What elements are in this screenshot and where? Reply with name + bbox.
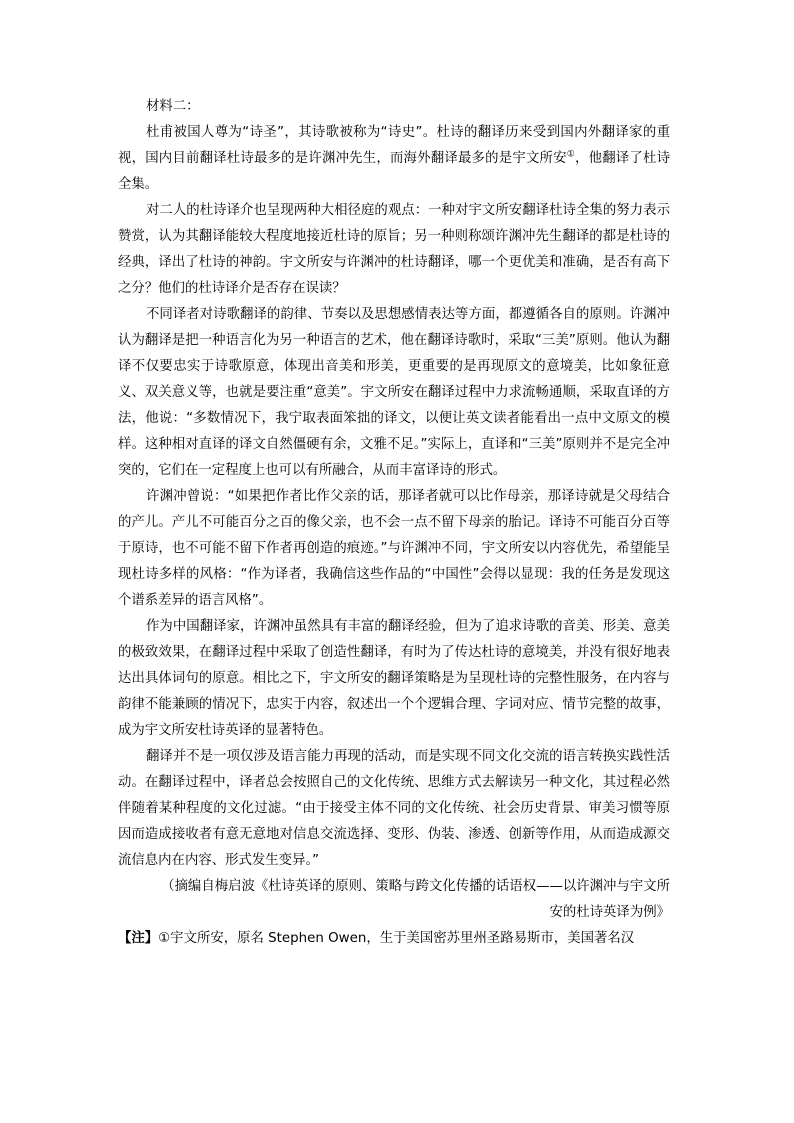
material-heading: 材料二： [146,99,200,114]
paragraph-5: 作为中国翻译家，许渊冲虽然具有丰富的翻译经验，但为了追求诗歌的音美、形美、意美的极致效果，在翻译过程中采取了创造性翻译，有时为了传达杜诗的意境美，并没有很好地表达出具体词句的原意。相比之下，宇文所安的翻译策略是为呈现杜诗的完整性服务，在内容与韵律不能兼顾的情况下，忠实于内容，叙述出一个个逻辑合理、字词对应、情节完整的故事，成为宇文所安杜诗英译的显著特色。 [118,619,670,738]
footnote [118,926,670,952]
paragraph-1: 杜甫被国人尊为“诗圣”，其诗歌被称为“诗史”。杜诗的翻译历来受到国内外翻译家的重视，国内目前翻译杜诗最多的是许渊冲先生，而海外翻译最多的是宇文所安①，他翻译了杜诗全集。 [118,125,670,192]
document-page [118,94,670,952]
footnote-marker: ① [566,149,576,160]
paragraph-3: 不同译者对诗歌翻译的韵律、节奏以及思想感情表达等方面，都遵循各自的原则。许渊冲认为翻译是把一种语言化为另一种语言的艺术，他在翻译诗歌时，采取“三美”原则。他认为翻译不仅要忠实于诗歌原意，体现出音美和形美，更重要的是再现原文的意境美，比如象征意义、双关意义等，也就是要注重“意美”。宇文所安在翻译过程中力求流畅通顺，采取直译的方法，他说：“多数情况下，我宁取表面笨拙的译文，以便让英文读者能看出一点中文原文的模样。这种相对直译的译文自然僵硬有余，文雅不足。”实际上，直译和“三美”原则并不是完全冲突的，它们在一定程度上也可以有所融合，从而丰富译诗的形式。 [118,307,670,478]
paragraph-6: 翻译并不是一项仅涉及语言能力再现的活动，而是实现不同文化交流的语言转换实践性活动。在翻译过程中，译者总会按照自己的文化传统、思维方式去解读另一种文化，其过程必然伴随着某种程度的文化过滤。“由于接受主体不同的文化传统、社会历史背景、审美习惯等原因而造成接收者有意无意地对信息交流选择、变形、伪装、渗透、创新等作用，从而造成源交流信息内在内容、形式发生变异。” [118,749,670,868]
paragraph-2: 对二人的杜诗译介也呈现两种大相径庭的观点：一种对宇文所安翻译杜诗全集的努力表示赞赏，认为其翻译能较大程度地接近杜诗的原旨；另一种则称颂许渊冲先生翻译的都是杜诗的经典，译出了杜诗的神韵。宇文所安与许渊冲的杜诗翻译，哪一个更优美和准确，是否有高下之分？他们的杜诗译介是否存在误读？ [118,203,670,296]
source-citation: （摘编自梅启波《杜诗英译的原则、策略与跨文化传播的话语权——以许渊冲与宇文所安的杜诗英译为例》 [161,879,670,920]
footnote-tag: 【注】 [118,931,159,946]
paragraph-4: 许渊冲曾说：“如果把作者比作父亲的话，那译者就可以比作母亲，那译诗就是父母结合的产儿。产儿不可能百分之百的像父亲，也不会一点不留下母亲的胎记。译诗不可能百分百等于原诗，也不可能不留下作者再创造的痕迹。”与许渊冲不同，宇文所安以内容优先，希望能呈现杜诗多样的风格：“作为译者，我确信这些作品的“中国性”会得以显现：我的任务是发现这个谱系差异的语言风格”。 [118,489,670,608]
footnote-text: ①宇文所安，原名 Stephen Owen，生于美国密苏里州圣路易斯市，美国著名汉 [158,931,635,946]
